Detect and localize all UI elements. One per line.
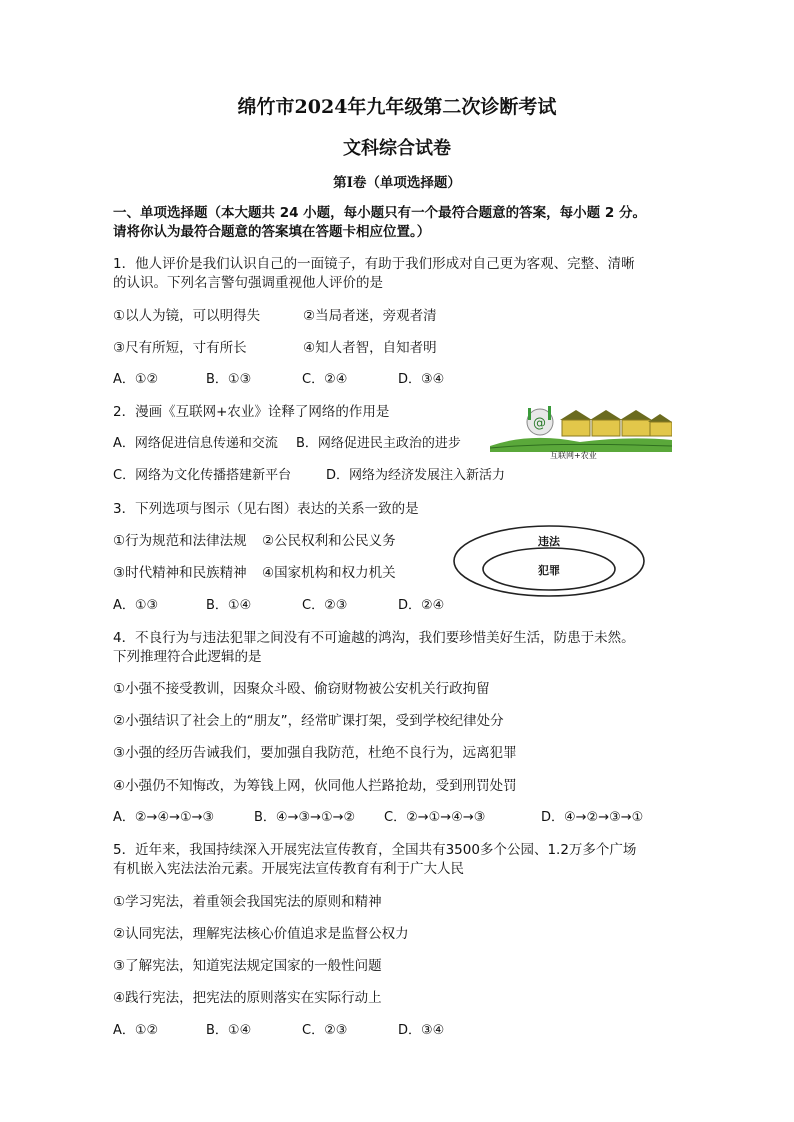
q4-item-1: ①小强不接受教训，因聚众斗殴、偷窃财物被公安机关行政拘留 bbox=[113, 681, 490, 697]
q2-choice-c[interactable]: C．网络为文化传播搭建新平台 bbox=[113, 468, 292, 483]
house-icon bbox=[648, 414, 672, 436]
q4-choice-c[interactable]: C．②→①→④→③ bbox=[384, 810, 486, 825]
q3-stem: 3．下列选项与图示（见右图）表达的关系一致的是 bbox=[113, 501, 419, 517]
q3-choice-d[interactable]: D．②④ bbox=[398, 598, 445, 613]
q5-choice-b[interactable]: B．①④ bbox=[206, 1023, 252, 1038]
q1-stem-line1: 1．他人评价是我们认识自己的一面镜子，有助于我们形成对自己更为客观、完整、清晰 bbox=[113, 256, 635, 272]
venn-inner-label: 犯罪 bbox=[538, 564, 560, 577]
q1-item-3: ③尺有所短，寸有所长 bbox=[113, 340, 247, 356]
q5-choice-d[interactable]: D．③④ bbox=[398, 1023, 445, 1038]
exam-title: 绵竹市2024年九年级第二次诊断考试 bbox=[237, 96, 557, 118]
q5-item-4: ④践行宪法，把宪法的原则落实在实际行动上 bbox=[113, 990, 382, 1006]
q1-choice-b[interactable]: B．①③ bbox=[206, 372, 252, 387]
q2-choice-a[interactable]: A．网络促进信息传递和交流 bbox=[113, 436, 278, 451]
q5-item-1: ①学习宪法，着重领会我国宪法的原则和精神 bbox=[113, 894, 382, 910]
instructions-line1: 一、单项选择题（本大题共 24 小题，每小题只有一个最符合题意的答案，每小题 2 分。 bbox=[113, 205, 646, 221]
q3-choice-b[interactable]: B．①④ bbox=[206, 598, 252, 613]
q5-item-2: ②认同宪法，理解宪法核心价值追求是监督公权力 bbox=[113, 926, 409, 942]
q4-stem-line2: 下列推理符合此逻辑的是 bbox=[113, 649, 262, 665]
q5-item-3: ③了解宪法，知道宪法规定国家的一般性问题 bbox=[113, 958, 382, 974]
q4-stem-line1: 4．不良行为与违法犯罪之间没有不可逾越的鸿沟，我们要珍惜美好生活，防患于未然。 bbox=[113, 630, 635, 646]
q5-stem-line1: 5．近年来，我国持续深入开展宪法宣传教育，全国共有3500多个公园、1.2万多个广场 bbox=[113, 842, 637, 858]
venn-diagram bbox=[452, 524, 646, 598]
q3-choice-c[interactable]: C．②③ bbox=[302, 598, 348, 613]
q4-choice-a[interactable]: A．②→④→①→③ bbox=[113, 810, 215, 825]
q4-choice-b[interactable]: B．④→③→①→② bbox=[254, 810, 356, 825]
q3-item-4: ④国家机构和权力机关 bbox=[262, 565, 396, 581]
exam-subtitle: 文科综合试卷 bbox=[343, 138, 451, 159]
q3-item-2: ②公民权利和公民义务 bbox=[262, 533, 396, 549]
q4-choice-d[interactable]: D．④→②→③→① bbox=[541, 810, 644, 825]
q5-choice-a[interactable]: A．①② bbox=[113, 1023, 159, 1038]
q2-choice-b[interactable]: B．网络促进民主政治的进步 bbox=[296, 436, 461, 451]
q3-item-3: ③时代精神和民族精神 bbox=[113, 565, 247, 581]
q1-item-4: ④知人者智，自知者明 bbox=[303, 340, 437, 356]
svg-text:@: @ bbox=[533, 416, 546, 431]
venn-outer-label: 违法 bbox=[538, 535, 560, 548]
q4-item-4: ④小强仍不知悔改，为筹钱上网，伙同他人拦路抢劫，受到刑罚处罚 bbox=[113, 778, 517, 794]
section-title: 第Ⅰ卷（单项选择题） bbox=[333, 175, 461, 191]
house-icon bbox=[620, 410, 652, 436]
internet-agriculture-cartoon bbox=[490, 402, 672, 464]
q1-item-2: ②当局者迷，旁观者清 bbox=[303, 308, 437, 324]
q3-choice-a[interactable]: A．①③ bbox=[113, 598, 159, 613]
q1-choice-c[interactable]: C．②④ bbox=[302, 372, 348, 387]
house-icon bbox=[560, 410, 592, 436]
q1-stem-line2: 的认识。下列名言警句强调重视他人评价的是 bbox=[113, 275, 383, 291]
cartoon-caption: 互联网+农业 bbox=[550, 451, 597, 460]
house-icon bbox=[590, 410, 622, 436]
q2-stem: 2．漫画《互联网+农业》诠释了网络的作用是 bbox=[113, 404, 390, 420]
q1-choice-d[interactable]: D．③④ bbox=[398, 372, 445, 387]
q1-item-1: ①以人为镜，可以明得失 bbox=[113, 308, 261, 324]
q3-item-1: ①行为规范和法律法规 bbox=[113, 533, 247, 549]
instructions-line2: 请将你认为最符合题意的答案填在答题卡相应位置。） bbox=[113, 224, 431, 240]
q1-choice-a[interactable]: A．①② bbox=[113, 372, 159, 387]
q2-choice-d[interactable]: D．网络为经济发展注入新活力 bbox=[326, 468, 506, 483]
q4-item-3: ③小强的经历告诫我们，要加强自我防范，杜绝不良行为，远离犯罪 bbox=[113, 745, 517, 761]
q5-stem-line2: 有机嵌入宪法法治元素。开展宪法宣传教育有利于广大人民 bbox=[113, 861, 464, 877]
q5-choice-c[interactable]: C．②③ bbox=[302, 1023, 348, 1038]
q4-item-2: ②小强结识了社会上的“朋友”，经常旷课打架，受到学校纪律处分 bbox=[113, 713, 504, 729]
